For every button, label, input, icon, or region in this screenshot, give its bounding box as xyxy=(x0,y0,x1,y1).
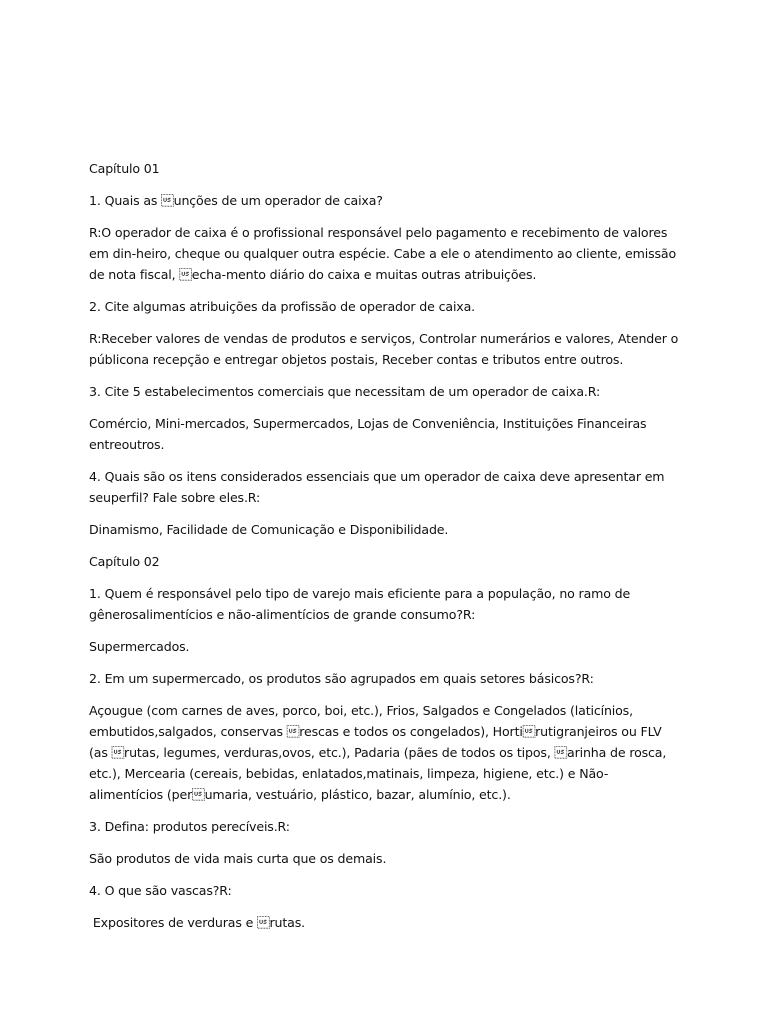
answer-text: São produtos de vida mais curta que os demais. xyxy=(89,851,387,866)
answer-text: R:O operador de caixa é o profissional responsável pelo pagamento e recebimento de valores em din-heiro, cheque ou qualquer outra espécie. Cabe a ele o atendimento ao cliente, emissão de nota fiscal, echa-mento diário do caixa e muitas outras atribuições. xyxy=(89,225,680,282)
answer-text: R:Receber valores de vendas de produtos e serviços, Controlar numerários e valores, Atender o públicona recepção e entregar objetos postais, Receber contas e tributos entre outros. xyxy=(89,331,683,367)
answer-text: Dinamismo, Facilidade de Comunicação e Disponibilidade. xyxy=(89,522,449,537)
answer-text: Comércio, Mini-mercados, Supermercados, Lojas de Conveniência, Instituições Financeiras entreoutros. xyxy=(89,416,651,452)
chapter-heading: Capítulo 02 xyxy=(89,554,160,569)
chapter-heading: Capítulo 01 xyxy=(89,161,160,176)
question-text: 1. Quem é responsável pelo tipo de varejo mais eficiente para a população, no ramo de gênerosalimentícios e não-alimentícios de grande consumo?R: xyxy=(89,586,634,622)
answer-text: Açougue (com carnes de aves, porco, boi, etc.), Frios, Salgados e Congelados (laticínios, embutidos,salgados, conservas rescas e todos os congelados), Horti rutigranjeiros ou FLV (as rutas, legumes, verduras,ovos, etc.), Padaria (pães de todos os tipos, arinha de rosca, etc.), Mercearia (cereais, bebidas, enlatados,matinais, limpeza, higiene, etc.) e Não-alimentícios (per umaria, vestuário, plástico, bazar, alumínio, etc.). xyxy=(89,703,671,802)
answer-text: Expositores de verduras e rutas. xyxy=(89,915,305,930)
answer-text: Supermercados. xyxy=(89,639,190,654)
question-text: 2. Cite algumas atribuições da profissão de operador de caixa. xyxy=(89,299,476,314)
question-text: 1. Quais as unções de um operador de caixa? xyxy=(89,193,383,208)
question-text: 4. O que são vascas?R: xyxy=(89,883,232,898)
question-text: 3. Defina: produtos perecíveis.R: xyxy=(89,819,290,834)
question-text: 2. Em um supermercado, os produtos são agrupados em quais setores básicos?R: xyxy=(89,671,594,686)
question-text: 3. Cite 5 estabelecimentos comerciais que necessitam de um operador de caixa.R: xyxy=(89,384,601,399)
document-body xyxy=(89,158,683,944)
question-text: 4. Quais são os itens considerados essenciais que um operador de caixa deve apresentar em seuperfil? Fale sobre eles.R: xyxy=(89,469,669,505)
